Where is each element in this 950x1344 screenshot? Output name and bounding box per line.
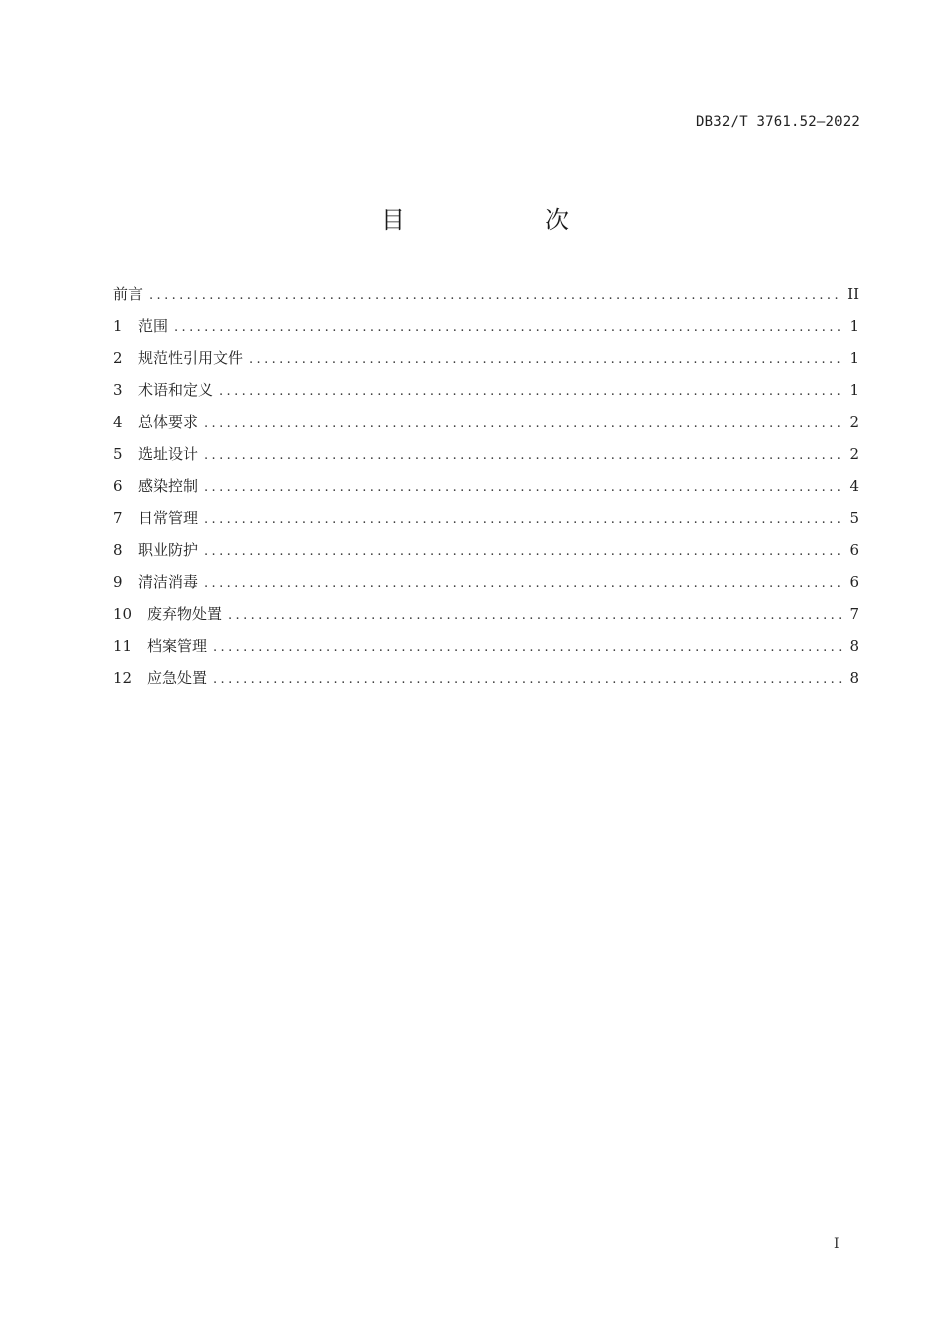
toc-entry-page: 8 (849, 637, 859, 655)
toc-entry-label: 职业防护 (138, 541, 199, 559)
toc-entry-9[interactable] (113, 571, 859, 603)
toc-entry-7[interactable] (113, 507, 859, 539)
toc-leader-dots (204, 480, 843, 495)
toc-entry-page: 6 (849, 541, 859, 559)
toc-title: 目 次 (381, 206, 627, 234)
toc-entry-1[interactable] (113, 315, 859, 347)
toc-entry-number: 1 (113, 317, 123, 335)
toc-entry-page: 2 (849, 413, 859, 431)
toc-entry-2[interactable] (113, 347, 859, 379)
toc-entry-label: 术语和定义 (138, 381, 214, 399)
toc-entry-page: 4 (849, 477, 859, 495)
toc-entry-10[interactable] (113, 603, 859, 635)
toc-entry-number: 3 (113, 381, 123, 399)
toc-entry-page: 2 (849, 445, 859, 463)
toc-leader-dots (213, 640, 843, 655)
toc-leader-dots (219, 384, 843, 399)
toc-entry-number: 11 (113, 637, 133, 655)
toc-leader-dots (204, 544, 843, 559)
toc-entry-number: 9 (113, 573, 123, 591)
table-of-contents (113, 283, 859, 699)
toc-leader-dots (204, 576, 843, 591)
toc-entry-label: 总体要求 (138, 413, 199, 431)
toc-entry-number: 12 (113, 669, 133, 687)
toc-leader-dots (204, 512, 843, 527)
toc-entry-label: 范围 (138, 317, 169, 335)
toc-entry-number: 2 (113, 349, 123, 367)
toc-entry-label: 感染控制 (138, 477, 199, 495)
toc-entry-12[interactable] (113, 667, 859, 699)
toc-entry-4[interactable] (113, 411, 859, 443)
toc-entry-label: 档案管理 (147, 637, 208, 655)
toc-entry-number: 6 (113, 477, 123, 495)
toc-entry-6[interactable] (113, 475, 859, 507)
toc-entry-5[interactable] (113, 443, 859, 475)
toc-entry-label: 废弃物处置 (147, 605, 223, 623)
toc-entry-page: II (847, 285, 859, 303)
toc-entry-label: 日常管理 (138, 509, 199, 527)
toc-entry-number: 7 (113, 509, 123, 527)
toc-entry-8[interactable] (113, 539, 859, 571)
toc-leader-dots (204, 448, 843, 463)
toc-entry-page: 1 (849, 381, 859, 399)
toc-entry-number: 8 (113, 541, 123, 559)
toc-entry-11[interactable] (113, 635, 859, 667)
toc-leader-dots (249, 352, 843, 367)
document-code: DB32/T 3761.52—2022 (696, 114, 860, 130)
toc-entry-label: 前言 (113, 285, 144, 303)
toc-entry-page: 8 (849, 669, 859, 687)
toc-entry-page: 6 (849, 573, 859, 591)
toc-entry-number: 4 (113, 413, 123, 431)
toc-entry-number: 5 (113, 445, 123, 463)
toc-entry-page: 5 (849, 509, 859, 527)
toc-entry-label: 清洁消毒 (138, 573, 199, 591)
toc-leader-dots (174, 320, 843, 335)
toc-entry-label: 应急处置 (147, 669, 208, 687)
toc-leader-dots (149, 288, 841, 303)
toc-entry-3[interactable] (113, 379, 859, 411)
toc-entry-number: 10 (113, 605, 133, 623)
toc-entry-page: 1 (849, 349, 859, 367)
footer-page-number: I (834, 1236, 840, 1252)
toc-leader-dots (213, 672, 843, 687)
toc-entry-label: 选址设计 (138, 445, 199, 463)
toc-entry-foreword[interactable] (113, 283, 859, 315)
toc-entry-page: 7 (849, 605, 859, 623)
toc-entry-page: 1 (849, 317, 859, 335)
toc-entry-label: 规范性引用文件 (138, 349, 244, 367)
toc-leader-dots (204, 416, 843, 431)
toc-leader-dots (228, 608, 843, 623)
